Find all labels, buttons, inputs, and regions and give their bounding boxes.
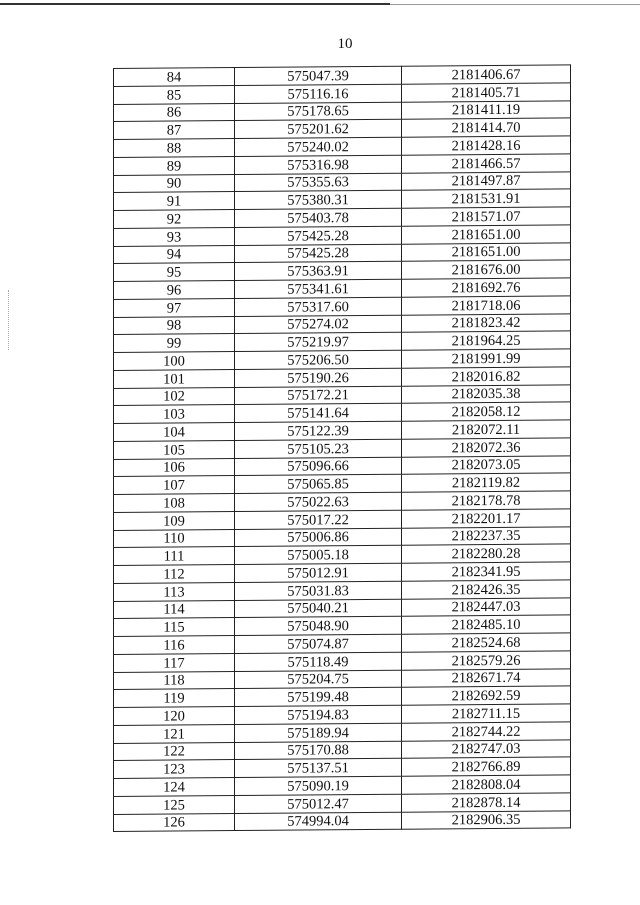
point-number-cell: 93 [114,227,235,246]
point-number-cell: 102 [114,387,235,406]
y-coordinate-cell: 2181651.00 [402,225,571,244]
x-coordinate-cell: 575317.60 [235,297,402,316]
y-coordinate-cell: 2181991.99 [402,349,571,368]
y-coordinate-cell: 2182119.82 [402,473,571,492]
point-number-cell: 87 [114,121,235,140]
point-number-cell: 85 [114,85,235,104]
coordinates-table [113,64,571,832]
x-coordinate-cell: 575065.85 [235,474,402,493]
x-coordinate-cell: 575137.51 [235,758,402,777]
point-number-cell: 92 [114,210,235,229]
y-coordinate-cell: 2182178.78 [402,491,571,510]
y-coordinate-cell: 2182016.82 [402,367,571,386]
point-number-cell: 114 [114,600,235,619]
x-coordinate-cell: 575201.62 [235,119,402,138]
point-number-cell: 116 [114,636,235,655]
x-coordinate-cell: 575355.63 [235,173,402,192]
y-coordinate-cell: 2181405.71 [402,83,571,102]
x-coordinate-cell: 575380.31 [235,190,402,209]
y-coordinate-cell: 2182341.95 [402,562,571,581]
x-coordinate-cell: 575199.48 [235,687,402,706]
point-number-cell: 90 [114,174,235,193]
y-coordinate-cell: 2182906.35 [402,810,571,829]
point-number-cell: 110 [114,529,235,548]
point-number-cell: 96 [114,281,235,300]
x-coordinate-cell: 575048.90 [235,616,402,635]
y-coordinate-cell: 2182579.26 [402,651,571,670]
top-rule [0,3,390,5]
y-coordinate-cell: 2182058.12 [402,402,571,421]
y-coordinate-cell: 2182426.35 [402,580,571,599]
x-coordinate-cell: 575425.28 [235,226,402,245]
x-coordinate-cell: 575031.83 [235,581,402,600]
point-number-cell: 121 [114,724,235,743]
point-number-cell: 86 [114,103,235,122]
point-number-cell: 100 [114,352,235,371]
y-coordinate-cell: 2181964.25 [402,331,571,350]
x-coordinate-cell: 575017.22 [235,510,402,529]
x-coordinate-cell: 575005.18 [235,545,402,564]
y-coordinate-cell: 2182072.11 [402,420,571,439]
y-coordinate-cell: 2181411.19 [402,100,571,119]
x-coordinate-cell: 575425.28 [235,244,402,263]
x-coordinate-cell: 575274.02 [235,315,402,334]
y-coordinate-cell: 2181651.00 [402,242,571,261]
point-number-cell: 89 [114,156,235,175]
point-number-cell: 108 [114,494,235,513]
x-coordinate-cell: 575012.91 [235,563,402,582]
y-coordinate-cell: 2181406.67 [402,65,571,84]
y-coordinate-cell: 2182201.17 [402,509,571,528]
x-coordinate-cell: 575316.98 [235,155,402,174]
x-coordinate-cell: 575189.94 [235,723,402,742]
point-number-cell: 104 [114,423,235,442]
point-number-cell: 119 [114,689,235,708]
x-coordinate-cell: 575403.78 [235,208,402,227]
coordinates-table-body [114,65,571,832]
x-coordinate-cell: 575219.97 [235,332,402,351]
point-number-cell: 115 [114,618,235,637]
x-coordinate-cell: 575172.21 [235,386,402,405]
y-coordinate-cell: 2181531.91 [402,189,571,208]
point-number-cell: 101 [114,369,235,388]
x-coordinate-cell: 575341.61 [235,279,402,298]
point-number-cell: 94 [114,245,235,264]
point-number-cell: 106 [114,458,235,477]
y-coordinate-cell: 2182766.89 [402,757,571,776]
y-coordinate-cell: 2182747.03 [402,739,571,758]
x-coordinate-cell: 575116.16 [235,84,402,103]
point-number-cell: 99 [114,334,235,353]
x-coordinate-cell: 575074.87 [235,634,402,653]
y-coordinate-cell: 2182744.22 [402,722,571,741]
coordinates-table-wrapper [113,64,570,832]
point-number-cell: 113 [114,582,235,601]
point-number-cell: 109 [114,511,235,530]
point-number-cell: 88 [114,139,235,158]
y-coordinate-cell: 2182485.10 [402,615,571,634]
page-number: 10 [337,36,353,52]
y-coordinate-cell: 2182280.28 [402,544,571,563]
y-coordinate-cell: 2182711.15 [402,704,571,723]
point-number-cell: 107 [114,476,235,495]
x-coordinate-cell: 575090.19 [235,776,402,795]
x-coordinate-cell: 575363.91 [235,261,402,280]
point-number-cell: 105 [114,440,235,459]
point-number-cell: 97 [114,298,235,317]
point-number-cell: 111 [114,547,235,566]
x-coordinate-cell: 575178.65 [235,102,402,121]
x-coordinate-cell: 574994.04 [235,812,402,831]
y-coordinate-cell: 2182524.68 [402,633,571,652]
x-coordinate-cell: 575118.49 [235,652,402,671]
x-coordinate-cell: 575141.64 [235,403,402,422]
y-coordinate-cell: 2182237.35 [402,526,571,545]
y-coordinate-cell: 2181823.42 [402,313,571,332]
y-coordinate-cell: 2181497.87 [402,171,571,190]
x-coordinate-cell: 575040.21 [235,599,402,618]
scan-margin-marks [8,290,10,350]
point-number-cell: 126 [114,813,235,832]
x-coordinate-cell: 575122.39 [235,421,402,440]
point-number-cell: 122 [114,742,235,761]
table-row [114,810,571,831]
y-coordinate-cell: 2182035.38 [402,384,571,403]
x-coordinate-cell: 575096.66 [235,457,402,476]
y-coordinate-cell: 2181692.76 [402,278,571,297]
y-coordinate-cell: 2181571.07 [402,207,571,226]
point-number-cell: 124 [114,778,235,797]
y-coordinate-cell: 2181428.16 [402,136,571,155]
y-coordinate-cell: 2181718.06 [402,296,571,315]
y-coordinate-cell: 2182878.14 [402,793,571,812]
point-number-cell: 123 [114,760,235,779]
point-number-cell: 120 [114,707,235,726]
point-number-cell: 98 [114,316,235,335]
y-coordinate-cell: 2182692.59 [402,686,571,705]
point-number-cell: 91 [114,192,235,211]
point-number-cell: 117 [114,653,235,672]
point-number-cell: 112 [114,565,235,584]
x-coordinate-cell: 575170.88 [235,741,402,760]
y-coordinate-cell: 2182808.04 [402,775,571,794]
point-number-cell: 103 [114,405,235,424]
y-coordinate-cell: 2182447.03 [402,597,571,616]
y-coordinate-cell: 2182671.74 [402,668,571,687]
x-coordinate-cell: 575022.63 [235,492,402,511]
point-number-cell: 125 [114,795,235,814]
x-coordinate-cell: 575012.47 [235,794,402,813]
x-coordinate-cell: 575105.23 [235,439,402,458]
top-rule-thin [390,4,640,5]
x-coordinate-cell: 575204.75 [235,670,402,689]
point-number-cell: 95 [114,263,235,282]
x-coordinate-cell: 575047.39 [235,66,402,85]
point-number-cell: 84 [114,68,235,87]
y-coordinate-cell: 2182073.05 [402,455,571,474]
x-coordinate-cell: 575240.02 [235,137,402,156]
y-coordinate-cell: 2181466.57 [402,154,571,173]
x-coordinate-cell: 575190.26 [235,368,402,387]
x-coordinate-cell: 575194.83 [235,705,402,724]
point-number-cell: 118 [114,671,235,690]
y-coordinate-cell: 2182072.36 [402,438,571,457]
y-coordinate-cell: 2181676.00 [402,260,571,279]
x-coordinate-cell: 575006.86 [235,528,402,547]
y-coordinate-cell: 2181414.70 [402,118,571,137]
x-coordinate-cell: 575206.50 [235,350,402,369]
